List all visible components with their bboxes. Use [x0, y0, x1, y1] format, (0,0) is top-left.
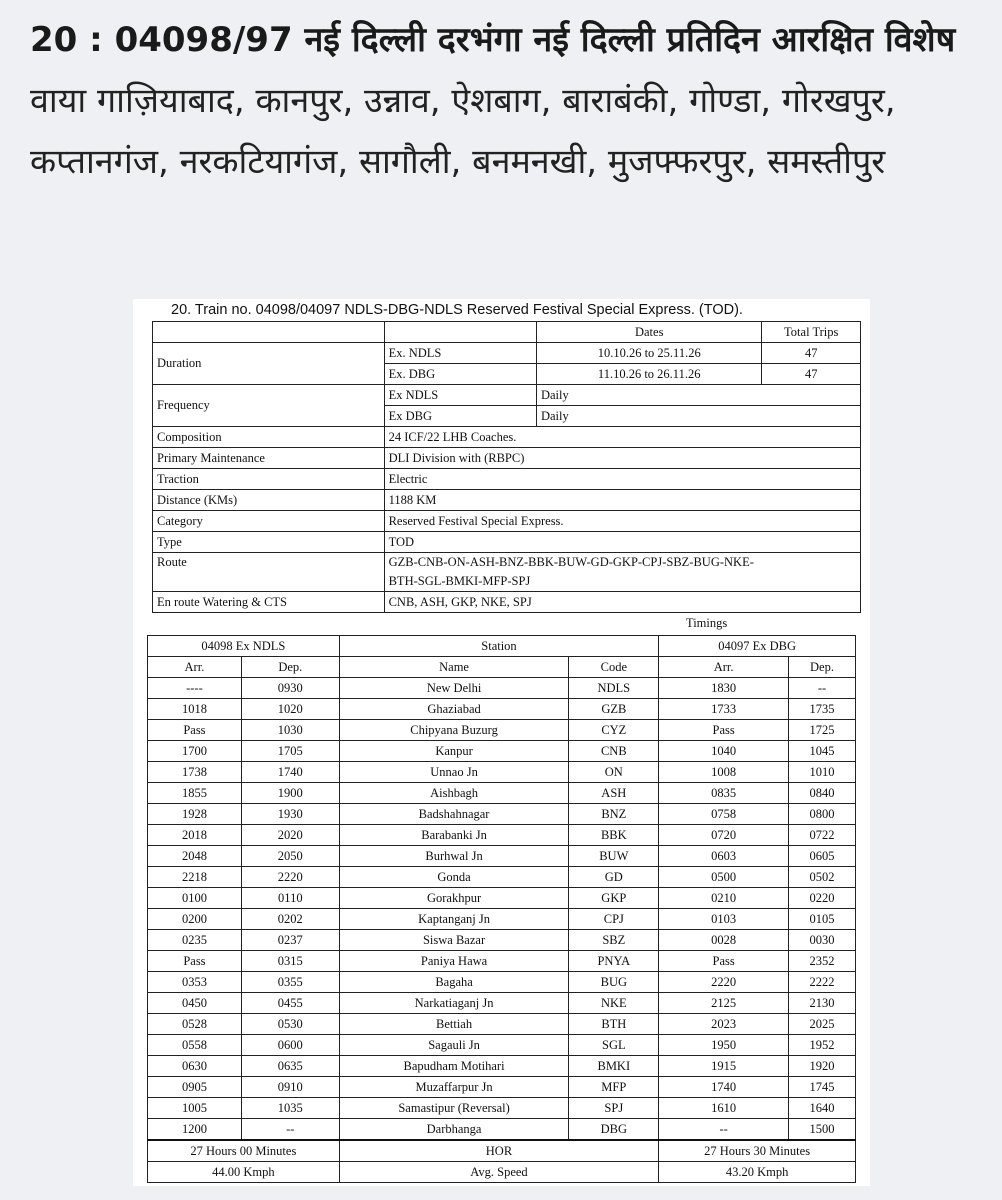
speed-label: Avg. Speed [339, 1162, 659, 1183]
up-train-header: 04097 Ex DBG [659, 636, 856, 657]
table-row [148, 1077, 856, 1098]
up-dep: 0105 [789, 909, 856, 930]
up-arr: 1008 [659, 762, 789, 783]
down-arr: 1200 [148, 1119, 242, 1141]
down-dep: 1740 [241, 762, 339, 783]
up-arr: 1610 [659, 1098, 789, 1119]
table-row [148, 909, 856, 930]
up-dep: 0840 [789, 783, 856, 804]
table-row [148, 972, 856, 993]
down-arr: 0558 [148, 1035, 242, 1056]
up-dep: 1920 [789, 1056, 856, 1077]
table-row [148, 825, 856, 846]
table-row [148, 699, 856, 720]
station-code: SGL [569, 1035, 659, 1056]
duration-trips: 47 [762, 343, 861, 364]
table-row [148, 741, 856, 762]
up-dep: 2352 [789, 951, 856, 972]
station-name: Ghaziabad [339, 699, 569, 720]
down-dep: 0355 [241, 972, 339, 993]
up-arr: 1915 [659, 1056, 789, 1077]
info-label: Category [153, 511, 385, 532]
down-arr: 0353 [148, 972, 242, 993]
up-arr: Pass [659, 951, 789, 972]
up-dep: 1045 [789, 741, 856, 762]
down-arr: 1855 [148, 783, 242, 804]
table-row [148, 783, 856, 804]
watering-label: En route Watering & CTS [153, 592, 385, 613]
table-row [148, 1014, 856, 1035]
up-dep: 0605 [789, 846, 856, 867]
duration-trips: 47 [762, 364, 861, 385]
info-value: Electric [384, 469, 860, 490]
station-name: Muzaffarpur Jn [339, 1077, 569, 1098]
duration-dates: 10.10.26 to 25.11.26 [536, 343, 762, 364]
down-dep: 0600 [241, 1035, 339, 1056]
station-name: Siswa Bazar [339, 930, 569, 951]
up-dep: 0722 [789, 825, 856, 846]
station-name: Bapudham Motihari [339, 1056, 569, 1077]
down-dep: 1030 [241, 720, 339, 741]
down-train-header: 04098 Ex NDLS [148, 636, 340, 657]
info-label: Traction [153, 469, 385, 490]
up-arr: 0210 [659, 888, 789, 909]
duration-label: Duration [153, 343, 385, 385]
frequency-value: Daily [536, 385, 860, 406]
station-name: Gonda [339, 867, 569, 888]
table-row [148, 1119, 856, 1141]
info-label: Type [153, 532, 385, 553]
down-arr: 0235 [148, 930, 242, 951]
route-label: Route [153, 553, 385, 592]
down-dep: 1900 [241, 783, 339, 804]
table-row [148, 888, 856, 909]
station-code: GKP [569, 888, 659, 909]
up-arr: 2125 [659, 993, 789, 1014]
up-dep: 1952 [789, 1035, 856, 1056]
up-dep: 0030 [789, 930, 856, 951]
down-arr: 0905 [148, 1077, 242, 1098]
route-line: BTH-SGL-BMKI-MFP-SPJ [388, 574, 531, 588]
up-arr: 1733 [659, 699, 789, 720]
table-row [148, 1056, 856, 1077]
up-arr: Pass [659, 720, 789, 741]
down-dep: 0237 [241, 930, 339, 951]
speed-down: 44.00 Kmph [148, 1162, 340, 1183]
station-code: ON [569, 762, 659, 783]
headline-bold: 20 : 04098/97 नई दिल्ली दरभंगा नई दिल्ली प्रतिदिन आरक्षित विशेष [30, 20, 956, 60]
down-dep: 1930 [241, 804, 339, 825]
station-name: New Delhi [339, 678, 569, 699]
down-arr: 2048 [148, 846, 242, 867]
up-dep: 2130 [789, 993, 856, 1014]
up-dep: 0220 [789, 888, 856, 909]
col-dep: Dep. [241, 657, 339, 678]
down-arr: 0200 [148, 909, 242, 930]
table-row [148, 951, 856, 972]
duration-from: Ex. DBG [384, 364, 536, 385]
up-dep: 0800 [789, 804, 856, 825]
down-arr: 0630 [148, 1056, 242, 1077]
table-row [148, 867, 856, 888]
table-row [148, 1035, 856, 1056]
document-title: 20. Train no. 04098/04097 NDLS-DBG-NDLS Reserved Festival Special Express. (TOD). [171, 302, 743, 318]
up-arr: 2220 [659, 972, 789, 993]
duration-dates: 11.10.26 to 26.11.26 [536, 364, 762, 385]
info-value: Reserved Festival Special Express. [384, 511, 860, 532]
up-dep: 2222 [789, 972, 856, 993]
timings-label: Timings [686, 616, 728, 630]
down-dep: 0110 [241, 888, 339, 909]
up-dep: 1010 [789, 762, 856, 783]
down-dep: 1020 [241, 699, 339, 720]
timings-table [147, 635, 856, 1183]
table-row [148, 993, 856, 1014]
station-code: CNB [569, 741, 659, 762]
up-arr: 1830 [659, 678, 789, 699]
station-name: Sagauli Jn [339, 1035, 569, 1056]
frequency-from: Ex NDLS [384, 385, 536, 406]
down-dep: 1035 [241, 1098, 339, 1119]
down-dep: 0530 [241, 1014, 339, 1035]
up-arr: 1740 [659, 1077, 789, 1098]
hor-label: HOR [339, 1140, 659, 1162]
col-arr: Arr. [659, 657, 789, 678]
news-headline [30, 10, 980, 193]
watering-value: CNB, ASH, GKP, NKE, SPJ [384, 592, 860, 613]
station-name: Darbhanga [339, 1119, 569, 1141]
down-arr: 0450 [148, 993, 242, 1014]
trips-header: Total Trips [762, 322, 861, 343]
up-arr: 1040 [659, 741, 789, 762]
route-line: GZB-CNB-ON-ASH-BNZ-BBK-BUW-GD-GKP-CPJ-SBZ-BUG-NKE- [388, 555, 754, 569]
down-arr: 1018 [148, 699, 242, 720]
station-name: Bettiah [339, 1014, 569, 1035]
down-arr: 1928 [148, 804, 242, 825]
station-code: GD [569, 867, 659, 888]
speed-up: 43.20 Kmph [659, 1162, 856, 1183]
station-name: Badshahnagar [339, 804, 569, 825]
station-code: BBK [569, 825, 659, 846]
station-name: Barabanki Jn [339, 825, 569, 846]
dates-header: Dates [536, 322, 762, 343]
station-code: GZB [569, 699, 659, 720]
timing-rows [148, 678, 856, 1141]
hor-up: 27 Hours 30 Minutes [659, 1140, 856, 1162]
info-value: 24 ICF/22 LHB Coaches. [384, 427, 860, 448]
table-row [148, 846, 856, 867]
table-row [148, 720, 856, 741]
up-dep: 1735 [789, 699, 856, 720]
down-dep: -- [241, 1119, 339, 1141]
station-header: Station [339, 636, 659, 657]
up-dep: 1500 [789, 1119, 856, 1141]
station-code: NKE [569, 993, 659, 1014]
station-name: Bagaha [339, 972, 569, 993]
duration-from: Ex. NDLS [384, 343, 536, 364]
down-arr: 0528 [148, 1014, 242, 1035]
headline-route: वाया गाज़ियाबाद, कानपुर, उन्नाव, ऐशबाग, बाराबंकी, गोण्डा, गोरखपुर, कप्तानगंज, नरकटियागंज, सागौली, बनमनखी, मुजफ्फरपुर, समस्तीपुर [30, 81, 896, 182]
station-code: SBZ [569, 930, 659, 951]
up-arr: 0603 [659, 846, 789, 867]
station-code: NDLS [569, 678, 659, 699]
station-code: CYZ [569, 720, 659, 741]
up-arr: 0103 [659, 909, 789, 930]
station-code: PNYA [569, 951, 659, 972]
station-code: CPJ [569, 909, 659, 930]
down-arr: 0100 [148, 888, 242, 909]
down-dep: 0635 [241, 1056, 339, 1077]
up-dep: 0502 [789, 867, 856, 888]
station-code: DBG [569, 1119, 659, 1141]
down-dep: 0910 [241, 1077, 339, 1098]
down-arr: 1738 [148, 762, 242, 783]
down-arr: Pass [148, 951, 242, 972]
down-arr: 1700 [148, 741, 242, 762]
down-dep: 0202 [241, 909, 339, 930]
table-row [148, 804, 856, 825]
up-arr: 0720 [659, 825, 789, 846]
info-label: Primary Maintenance [153, 448, 385, 469]
down-dep: 2020 [241, 825, 339, 846]
down-arr: 1005 [148, 1098, 242, 1119]
station-code: BNZ [569, 804, 659, 825]
up-dep: 1745 [789, 1077, 856, 1098]
station-name: Burhwal Jn [339, 846, 569, 867]
down-dep: 0455 [241, 993, 339, 1014]
down-dep: 1705 [241, 741, 339, 762]
station-code: ASH [569, 783, 659, 804]
frequency-label: Frequency [153, 385, 385, 427]
down-dep: 2050 [241, 846, 339, 867]
station-name: Gorakhpur [339, 888, 569, 909]
col-name: Name [339, 657, 569, 678]
info-value: DLI Division with (RBPC) [384, 448, 860, 469]
station-code: BUW [569, 846, 659, 867]
timetable-document [133, 299, 870, 1186]
station-name: Unnao Jn [339, 762, 569, 783]
station-code: BMKI [569, 1056, 659, 1077]
frequency-from: Ex DBG [384, 406, 536, 427]
train-info-table [152, 321, 861, 613]
up-arr: 0028 [659, 930, 789, 951]
down-dep: 0315 [241, 951, 339, 972]
info-value: 1188 KM [384, 490, 860, 511]
col-code: Code [569, 657, 659, 678]
table-row [148, 678, 856, 699]
info-label: Distance (KMs) [153, 490, 385, 511]
info-value: TOD [384, 532, 860, 553]
down-arr: ---- [148, 678, 242, 699]
station-name: Kaptanganj Jn [339, 909, 569, 930]
route-value [384, 553, 860, 592]
station-name: Aishbagh [339, 783, 569, 804]
station-name: Paniya Hawa [339, 951, 569, 972]
station-name: Kanpur [339, 741, 569, 762]
station-name: Narkatiaganj Jn [339, 993, 569, 1014]
frequency-value: Daily [536, 406, 860, 427]
up-arr: -- [659, 1119, 789, 1141]
table-row [148, 762, 856, 783]
up-arr: 0500 [659, 867, 789, 888]
up-arr: 1950 [659, 1035, 789, 1056]
info-label: Composition [153, 427, 385, 448]
up-dep: 1725 [789, 720, 856, 741]
down-arr: 2018 [148, 825, 242, 846]
col-arr: Arr. [148, 657, 242, 678]
down-dep: 2220 [241, 867, 339, 888]
hor-down: 27 Hours 00 Minutes [148, 1140, 340, 1162]
up-arr: 2023 [659, 1014, 789, 1035]
col-dep: Dep. [789, 657, 856, 678]
down-arr: 2218 [148, 867, 242, 888]
down-dep: 0930 [241, 678, 339, 699]
table-row [148, 1098, 856, 1119]
station-code: MFP [569, 1077, 659, 1098]
station-code: BTH [569, 1014, 659, 1035]
up-dep: -- [789, 678, 856, 699]
up-arr: 0758 [659, 804, 789, 825]
down-arr: Pass [148, 720, 242, 741]
table-row [148, 930, 856, 951]
up-dep: 1640 [789, 1098, 856, 1119]
up-dep: 2025 [789, 1014, 856, 1035]
up-arr: 0835 [659, 783, 789, 804]
station-name: Chipyana Buzurg [339, 720, 569, 741]
station-code: BUG [569, 972, 659, 993]
station-name: Samastipur (Reversal) [339, 1098, 569, 1119]
station-code: SPJ [569, 1098, 659, 1119]
